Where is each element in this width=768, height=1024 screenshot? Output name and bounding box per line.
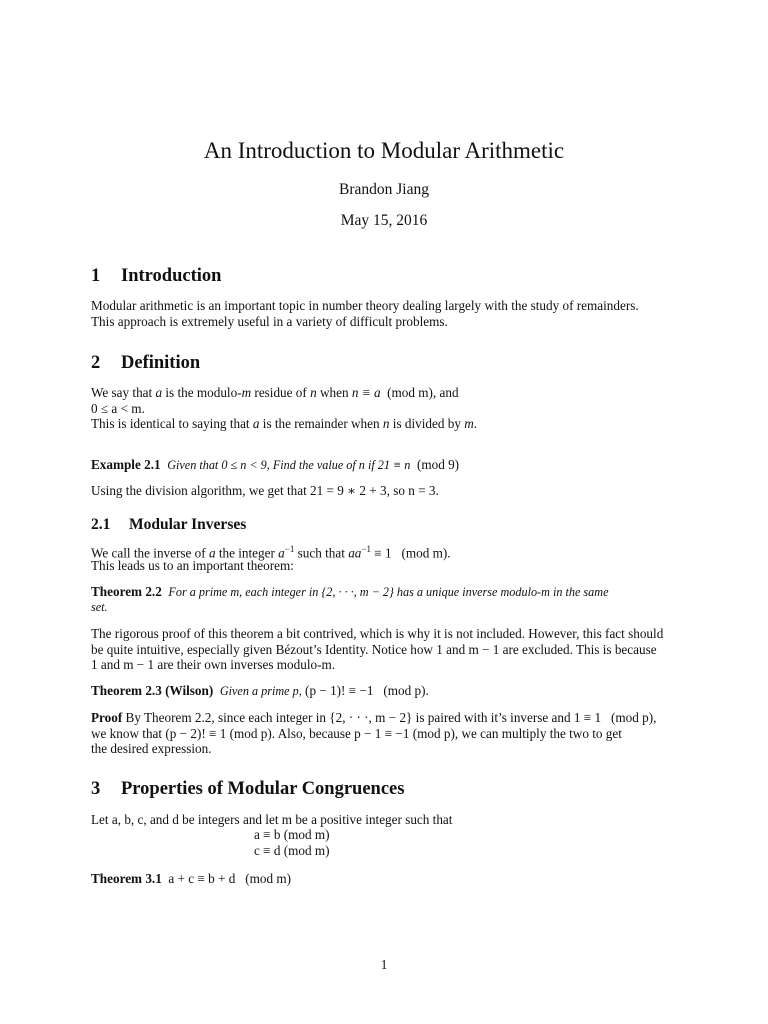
subsection-number: 2.1 xyxy=(91,516,111,533)
theorem-label: Theorem 2.2 xyxy=(91,584,162,599)
inverses-line-2: This leads us to an important theorem: xyxy=(91,558,294,573)
inverses-line-1: We call the inverse of a the integer $a^{-1}$ such that $aa^{-1} \equiv 1$ (mod m). xyxy=(91,544,451,561)
theorem-label: Theorem 2.3 (Wilson) xyxy=(91,683,214,698)
section-number: 2 xyxy=(91,353,101,373)
congruence-c-d: c ≡ d (mod m) xyxy=(254,843,330,858)
author-name: Brandon Jiang xyxy=(339,181,429,198)
intro-line-2: This approach is extremely useful in a variety of difficult problems. xyxy=(91,314,448,329)
intro-line-1: Modular arithmetic is an important topic in number theory dealing largely with the study of remainders. xyxy=(91,298,639,313)
congruence-a-b: a ≡ b (mod m) xyxy=(254,827,330,842)
subsection-heading-modular-inverses xyxy=(91,516,246,534)
theorem-2-2-line-2: set. xyxy=(91,600,108,614)
theorem-label: Theorem 3.1 xyxy=(91,871,162,886)
section-heading-definition xyxy=(91,353,200,374)
theorem-2-2-discussion-line-3: 1 and m − 1 are their own inverses modulo-m. xyxy=(91,657,336,672)
section-title: Introduction xyxy=(121,266,222,286)
section-number: 3 xyxy=(91,779,101,799)
paper-title: An Introduction to Modular Arithmetic xyxy=(203,138,565,163)
properties-intro: Let a, b, c, and d be integers and let m be a positive integer such that xyxy=(91,812,453,827)
definition-line-2: 0 ≤ a < m. xyxy=(91,401,145,416)
section-heading-introduction xyxy=(91,266,221,287)
theorem-3-1: Theorem 3.1 a + c ≡ b + d (mod m) xyxy=(91,871,292,886)
example-solution: Using the division algorithm, we get that 21 = 9 ∗ 2 + 3, so n = 3. xyxy=(91,483,439,498)
section-title: Properties of Modular Congruences xyxy=(121,779,405,799)
example-2-1: Example 2.1 Given that 0 ≤ n < 9, Find the value of n if 21 ≡ n (mod 9) xyxy=(91,457,460,472)
definition-line-1: We say that a is the modulo-m residue of n when n ≡ a (mod m), and xyxy=(91,385,459,400)
section-title: Definition xyxy=(121,353,201,373)
section-heading-properties xyxy=(91,779,404,800)
theorem-2-2: Theorem 2.2 For a prime m, each integer in {2, · · ·, m − 2} has a unique inverse modulo-m in the same xyxy=(91,584,609,599)
proof-line-1: Proof By Theorem 2.2, since each integer in {2, · · ·, m − 2} is paired with it’s inverse and 1 ≡ 1 (mod p), xyxy=(91,710,657,725)
proof-line-2: we know that (p − 2)! ≡ 1 (mod p). Also, because p − 1 ≡ −1 (mod p), we can multiply the two to get xyxy=(91,726,622,741)
theorem-2-3: Theorem 2.3 (Wilson) Given a prime p, (p − 1)! ≡ −1 (mod p). xyxy=(91,683,429,698)
definition-line-3: This is identical to saying that a is the remainder when n is divided by m. xyxy=(91,416,478,431)
publication-date: May 15, 2016 xyxy=(340,212,428,229)
subsection-title: Modular Inverses xyxy=(129,516,247,533)
page-number: 1 xyxy=(380,957,388,972)
example-label: Example 2.1 xyxy=(91,457,161,472)
proof-label: Proof xyxy=(91,710,123,725)
example-text: Given that 0 ≤ n < 9, Find the value of n if 21 ≡ n xyxy=(167,458,411,472)
theorem-2-2-discussion-line-1: The rigorous proof of this theorem a bit contrived, which is why it is not included. However, this fact should xyxy=(91,626,664,641)
theorem-2-2-discussion-line-2: be quite intuitive, especially given Bézout’s Identity. Notice how 1 and m − 1 are excluded. This is because xyxy=(91,642,657,657)
proof-line-3: the desired expression. xyxy=(91,741,212,756)
section-number: 1 xyxy=(91,266,101,286)
